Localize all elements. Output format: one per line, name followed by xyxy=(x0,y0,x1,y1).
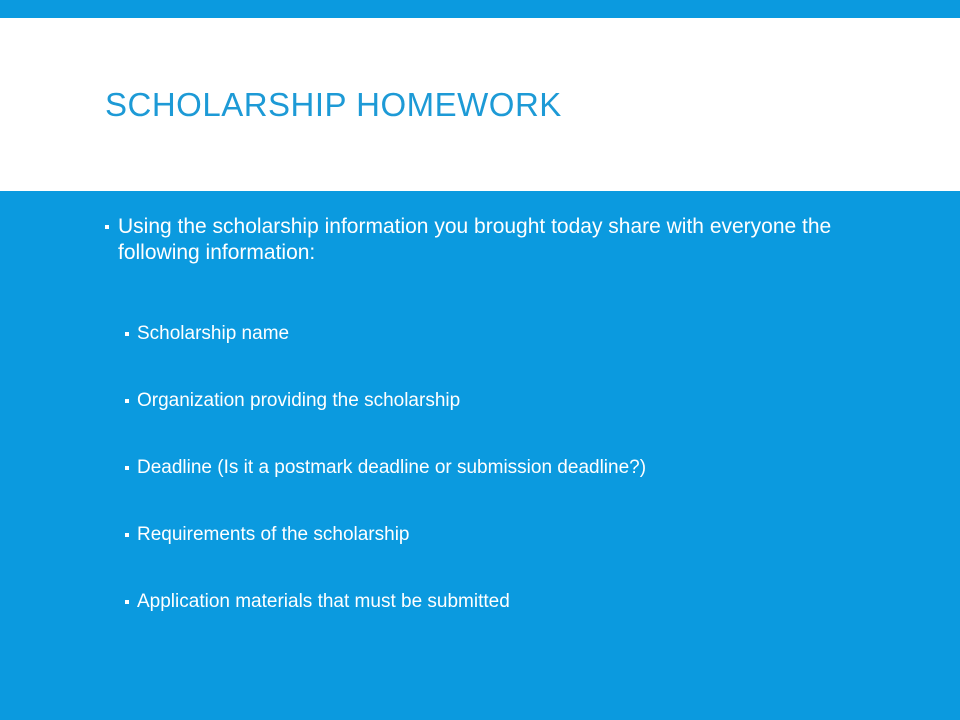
top-accent-bar xyxy=(0,0,960,18)
sub-bullet-text: Requirements of the scholarship xyxy=(137,524,410,545)
sub-bullet-text: Organization providing the scholarship xyxy=(137,390,461,411)
sub-bullet-text: Application materials that must be submitted xyxy=(137,591,510,612)
square-bullet-icon xyxy=(125,533,129,537)
content-area xyxy=(0,191,960,720)
square-bullet-icon xyxy=(125,399,129,403)
main-bullet-point xyxy=(105,214,845,266)
main-bullet-text: Using the scholarship information you brought today share with everyone the following information: xyxy=(118,215,832,264)
square-bullet-icon xyxy=(125,332,129,336)
sub-bullet-text: Deadline (Is it a postmark deadline or submission deadline?) xyxy=(137,457,647,478)
sub-bullet-item xyxy=(125,321,646,346)
square-bullet-icon xyxy=(125,466,129,470)
slide-title: SCHOLARSHIP HOMEWORK xyxy=(105,86,562,123)
sub-bullet-item xyxy=(125,522,646,547)
sub-bullet-item xyxy=(125,455,646,480)
square-bullet-icon xyxy=(125,600,129,604)
sub-bullet-text: Scholarship name xyxy=(137,323,290,344)
sub-bullet-item xyxy=(125,589,646,614)
sub-bullet-list xyxy=(125,321,646,656)
title-area xyxy=(0,18,960,191)
sub-bullet-item xyxy=(125,388,646,413)
square-bullet-icon xyxy=(105,225,109,229)
